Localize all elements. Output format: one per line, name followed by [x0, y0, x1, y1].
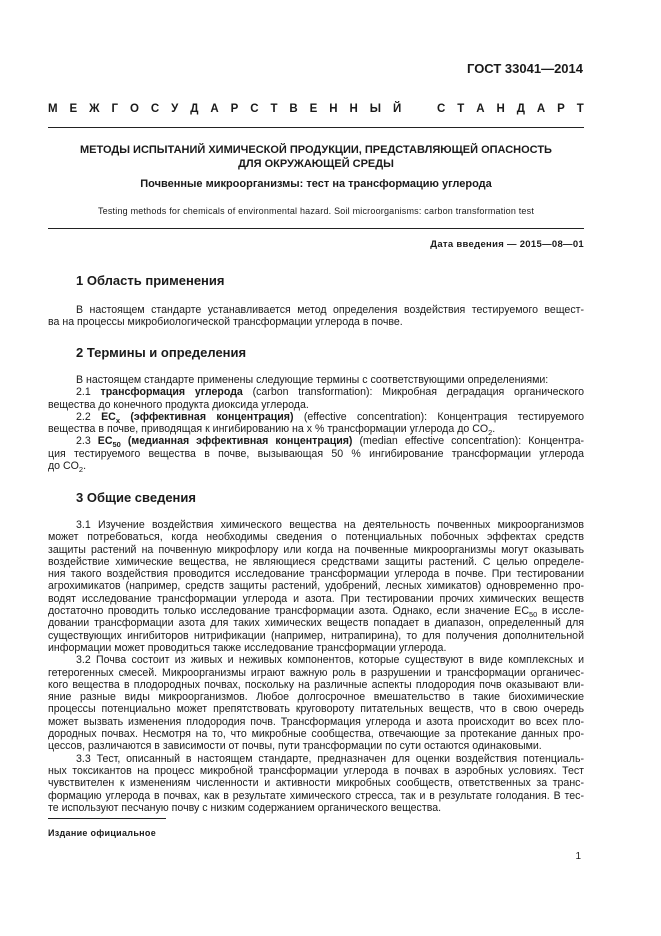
text-line: формацию углерода в почвах, как в результате химического стресса, так и в результате голодания. В тес- — [48, 789, 584, 802]
text-line: процессы потенциально может препятствовать круговороту питательных веществ, что в свою очередь — [48, 703, 584, 716]
banner-letter: Й — [392, 103, 402, 115]
banner-letter: Е — [309, 103, 318, 115]
english-title: Testing methods for chemicals of environmental hazard. Soil microorganisms: carbon transformation test — [97, 206, 535, 216]
section-3-body — [48, 519, 584, 814]
paragraph-3-1 — [48, 519, 584, 654]
banner-letter: Т — [270, 103, 278, 115]
text-line: до $CO_2$. — [48, 460, 87, 475]
text-line: может потребоваться, когда необходимы сведения о потенциальных побочных эффектах средств — [48, 531, 584, 544]
banner-letter: Т — [576, 103, 584, 115]
section-1-paragraph — [48, 304, 584, 329]
text-line: 3.3 Тест, описанный в настоящем стандарте, предназначен для оценки воздействия потенциаль- — [76, 752, 584, 765]
term-name: $EC_{50}$ (медианная эффективная концентрация) — [97, 435, 353, 450]
banner-letter: Н — [329, 103, 338, 115]
banner-letter: Г — [111, 103, 119, 115]
page-number: 1 — [575, 851, 581, 862]
term-2-3: 2.3 $EC_{50}$ (медианная эффективная концентрация) (median effective concentration): Концентра- — [76, 435, 585, 450]
divider-top — [48, 127, 584, 128]
banner-letter: М — [48, 103, 58, 115]
text-line: чувствителен к изменениям численности и активности микробных сообществ, ответственных за транс- — [48, 777, 584, 790]
edition-note: Издание официальное — [48, 828, 157, 838]
document-subtitle: Почвенные микроорганизмы: тест на трансформацию углерода — [140, 178, 492, 190]
introduction-date: Дата введения — 2015—08—01 — [430, 239, 584, 250]
paragraph-3-2 — [48, 654, 584, 752]
text-line: кого вещества в плодородных почвах, поскольку на различные аспекты плодородия почв оказывают вли- — [48, 678, 584, 691]
banner-letter: О — [129, 103, 139, 115]
banner-letter: С — [250, 103, 259, 115]
banner-letter: Т — [457, 103, 465, 115]
banner-letter: Н — [349, 103, 358, 115]
term-name: трансформация углерода — [100, 386, 243, 399]
term-name: $EC_x$ (эффективная концентрация) — [101, 410, 294, 425]
banner-letter: Д — [190, 103, 199, 115]
banner-letter: Д — [516, 103, 525, 115]
banner-letter: В — [289, 103, 298, 115]
text-line: довании трансформации азота для таких химических веществ попадает в диапазон, определенный для — [48, 617, 584, 630]
section-2-body — [48, 374, 585, 475]
section-2-heading: 2 Термины и определения — [76, 345, 247, 360]
text-line: существующих ингибиторов нитрификации (например, нитрапирина), то для получения дополнительной — [48, 629, 584, 642]
section-1-heading: 1 Область применения — [76, 273, 225, 288]
text-line: гетерогенных смесей. Микроорганизмы играют важную роль в разрушении и трансформации органичес- — [48, 666, 584, 679]
title-line-1: МЕТОДЫ ИСПЫТАНИЙ ХИМИЧЕСКОЙ ПРОДУКЦИИ, ПРЕДСТАВЛЯЮЩЕЙ ОПАСНОСТЬ — [80, 144, 552, 156]
title-line-2: ДЛЯ ОКРУЖАЮЩЕЙ СРЕДЫ — [238, 158, 394, 170]
text-line: вещества в почве, приводящая к ингибированию на x % трансформации углерода до $CO_2$. — [48, 423, 496, 438]
text-line: может вызвать изменения плодородия почв. Трансформация углерода и азота происходит во всех пло- — [48, 715, 584, 728]
banner-letter: А — [210, 103, 219, 115]
text-line: ных токсикантов на процесс микробной трансформации углерода в почвах в аэробных условиях. Тест — [48, 764, 584, 777]
term-2-1: 2.1 трансформация углерода (carbon transformation): Микробная деградация органического — [76, 386, 584, 399]
banner-letter: С — [150, 103, 160, 115]
banner-letter: А — [536, 103, 546, 115]
text-line: 3.1 Изучение воздействия химического вещества на деятельность почвенных микроорганизмов — [76, 519, 584, 531]
banner-letter: Н — [496, 103, 505, 115]
text-line: В настоящем стандарте устанавливается метод определения воздействия тестируемого вещест- — [76, 304, 584, 316]
text-line: В настоящем стандарте применены следующие термины с соответствующими определениями: — [76, 374, 549, 386]
banner-letter: А — [476, 103, 485, 115]
banner-letter: Р — [557, 103, 565, 115]
text-line: 3.2 Почва состоит из живых и неживых компонентов, которые существуют в виде комплексных и — [76, 654, 584, 667]
banner-letter: С — [437, 103, 446, 115]
footnote-divider — [48, 818, 166, 819]
section-3-heading: 3 Общие сведения — [76, 490, 196, 505]
interstate-standard-banner — [48, 103, 584, 115]
text-line: цессов, различаются в зависимости от почвы, пути трансформации по сути остаются одинаковыми. — [48, 740, 542, 753]
text-line: вещества до конечного продукта диоксида углерода. — [48, 398, 309, 411]
term-2-2: 2.2 $EC_x$ (эффективная концентрация) (effective concentration): Концентрация тестируемого — [76, 410, 584, 425]
banner-letter: У — [171, 103, 179, 115]
banner-letter: Ы — [369, 103, 382, 115]
text-line: агрохимикатов (например, средств защиты растений, удобрений, лесных химикатов) одновременно про- — [48, 580, 584, 593]
text-line: воздействие химические вещества, не являющиеся средствами защиты растений. С целью определе- — [48, 555, 584, 568]
banner-letter: Р — [230, 103, 239, 115]
banner-letter: Е — [69, 103, 78, 115]
text-line: ния такого воздействия проводится исследование трансформации углерода в почве. При тестировании — [48, 568, 584, 581]
text-line: дородных почвах. Несмотря на то, что микробные сообщества, отвечающие за протекание данных про- — [48, 728, 584, 741]
text-line: водят исследование трансформации углерода и азота. При тестировании прочих химических веществ — [48, 592, 584, 605]
banner-letter: Ж — [89, 103, 100, 115]
document-code: ГОСТ 33041—2014 — [467, 61, 583, 76]
text-line: те используют песчаную почву с низким содержанием органического вещества. — [48, 801, 442, 814]
text-line: ция тестируемого вещества в почве, вызывающая 50 % ингибирование трансформации углерода — [48, 447, 584, 460]
text-line: яние разные виды микроорганизмов. Любое долгосрочное вмешательство в такие биохимические — [48, 691, 584, 704]
text-line: достаточно проводить только исследование трансформации азота. Однако, если значение $EC_{50}$ в иссле- — [48, 605, 584, 620]
document-title — [48, 143, 584, 171]
text-line: ва на процессы микробиологической трансформации углерода в почве. — [48, 316, 403, 329]
divider-bottom — [48, 228, 584, 229]
text-line: защиты растений на почвенную микрофлору или когда на почвенные микроорганизмы могут оказывать — [48, 543, 584, 556]
text-line: информации может проводиться также исследование трансформации углерода. — [48, 641, 447, 654]
paragraph-3-3 — [48, 753, 584, 814]
